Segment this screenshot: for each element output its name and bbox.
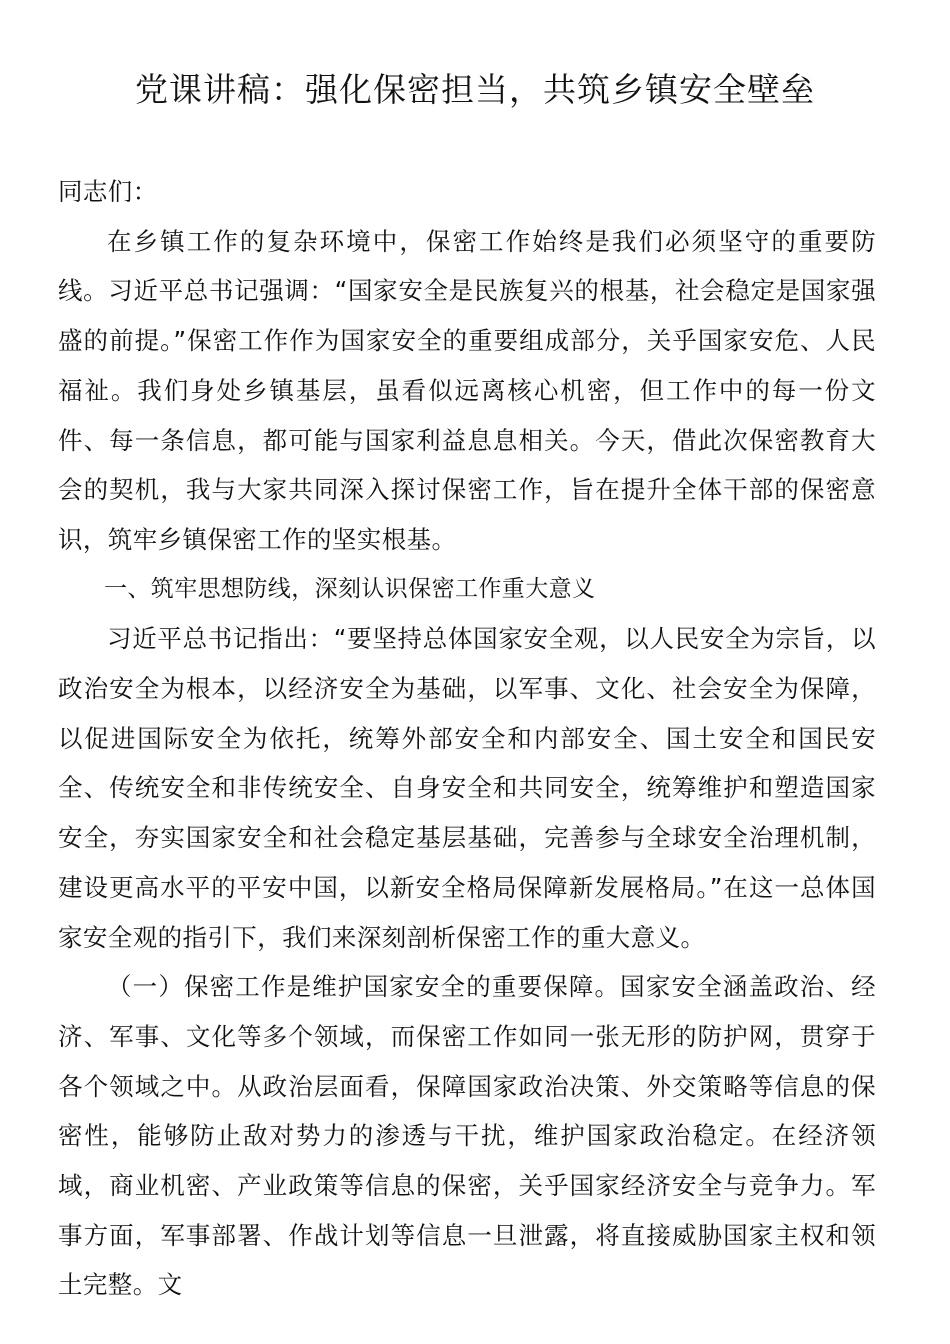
greeting: 同志们： — [58, 177, 158, 206]
opening-paragraph: 在乡镇工作的复杂环境中，保密工作始终是我们必须坚守的重要防线。习近平总书记强调：“国家安全是民族复兴的根基，社会稳定是国家强盛的前提。”保密工作作为国家安全的重要组成部分，关乎国家安危、人民福祉。我们身处乡镇基层，虽看似远离核心机密，但工作中的每一份文件、每一条信息，都可能与国家利益息息相关。今天，借此次保密教育大会的契机，我与大家共同深入探讨保密工作，旨在提升全体干部的保密意识，筑牢乡镇保密工作的坚实根基。 — [58, 226, 876, 554]
section-heading-1: 一、筑牢思想防线，深刻认识保密工作重大意义 — [104, 575, 596, 602]
section-1-intro-paragraph: 习近平总书记指出：“要坚持总体国家安全观，以人民安全为宗旨，以政治安全为根本，以经济安全为基础，以军事、文化、社会安全为保障，以促进国际安全为依托，统筹外部安全和内部安全、国土安全和国民安全、传统安全和非传统安全、自身安全和共同安全，统筹维护和塑造国家安全，夯实国家安全和社会稳定基层基础，完善参与全球安全治理机制，建设更高水平的平安中国，以新安全格局保障新发展格局。”在这一总体国家安全观的指引下，我们来深刻剖析保密工作的重大意义。 — [58, 624, 876, 952]
document-title: 党课讲稿：强化保密担当，共筑乡镇安全壁垒 — [135, 70, 815, 109]
document-body — [58, 167, 876, 1310]
section-1-point-1-paragraph: （一）保密工作是维护国家安全的重要保障。国家安全涵盖政治、经济、军事、文化等多个领域，而保密工作如同一张无形的防护网，贯穿于各个领域之中。从政治层面看，保障国家政治决策、外交策略等信息的保密性，能够防止敌对势力的渗透与干扰，维护国家政治稳定。在经济领域，商业机密、产业政策等信息的保密，关乎国家经济安全与竞争力。军事方面，军事部署、作战计划等信息一旦泄露，将直接威胁国家主权和领土完整。文 — [58, 972, 876, 1300]
